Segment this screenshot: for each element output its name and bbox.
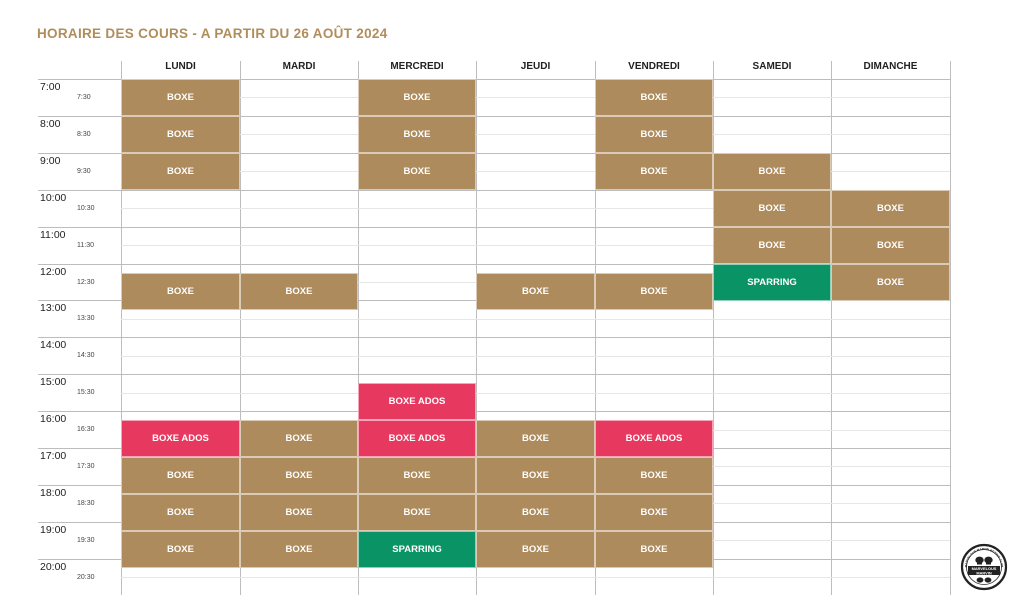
hour-label: 13:00 — [40, 302, 67, 314]
class-block-boxe[interactable]: BOXE — [713, 153, 831, 190]
class-block-ados[interactable]: BOXE ADOS — [121, 420, 240, 457]
hour-label: 9:00 — [40, 155, 61, 167]
day-header: SAMEDI — [752, 61, 792, 72]
class-block-boxe[interactable]: BOXE — [121, 153, 240, 190]
day-header: MERCREDI — [390, 61, 444, 72]
class-block-boxe[interactable]: BOXE — [595, 457, 713, 494]
half-hour-label: 11:30 — [77, 242, 94, 249]
svg-text:MARVELOUS: MARVELOUS — [971, 566, 997, 572]
class-block-boxe[interactable]: BOXE — [713, 227, 831, 264]
class-block-boxe[interactable]: BOXE — [595, 273, 713, 310]
hour-label: 8:00 — [40, 118, 61, 130]
hour-label: 10:00 — [40, 192, 67, 204]
class-block-ados[interactable]: BOXE ADOS — [595, 420, 713, 457]
hour-label: 20:00 — [40, 561, 67, 573]
class-block-boxe[interactable]: BOXE — [121, 531, 240, 568]
hour-label: 14:00 — [40, 339, 67, 351]
class-block-boxe[interactable]: BOXE — [831, 190, 950, 227]
class-block-boxe[interactable]: BOXE — [476, 420, 595, 457]
class-block-boxe[interactable]: BOXE — [121, 273, 240, 310]
class-block-boxe[interactable]: BOXE — [240, 273, 358, 310]
day-header: MARDI — [282, 61, 316, 72]
class-block-boxe[interactable]: BOXE — [595, 116, 713, 153]
class-block-boxe[interactable]: BOXE — [595, 153, 713, 190]
day-header: JEUDI — [520, 61, 551, 72]
column-divider — [713, 61, 714, 595]
class-block-sparring[interactable]: SPARRING — [713, 264, 831, 301]
half-hour-label: 20:30 — [77, 574, 95, 581]
class-block-boxe[interactable]: BOXE — [240, 531, 358, 568]
day-header: LUNDI — [165, 61, 196, 72]
half-hour-label: 17:30 — [77, 463, 95, 470]
class-block-boxe[interactable]: BOXE — [358, 457, 476, 494]
day-header: DIMANCHE — [863, 61, 918, 72]
class-block-boxe[interactable]: BOXE — [476, 273, 595, 310]
half-hour-line — [121, 577, 950, 578]
class-block-boxe[interactable]: BOXE — [121, 457, 240, 494]
hour-label: 17:00 — [40, 450, 67, 462]
half-hour-label: 12:30 — [77, 279, 95, 286]
hour-line — [38, 374, 950, 375]
page-title: HORAIRE DES COURS - A PARTIR DU 26 AOÛT 2024 — [37, 26, 388, 41]
hour-label: 11:00 — [40, 229, 66, 241]
class-block-boxe[interactable]: BOXE — [121, 494, 240, 531]
class-block-ados[interactable]: BOXE ADOS — [358, 420, 476, 457]
svg-text:MARVIN: MARVIN — [976, 570, 992, 576]
column-divider — [831, 61, 832, 595]
class-block-boxe[interactable]: BOXE — [358, 494, 476, 531]
class-block-boxe[interactable]: BOXE — [595, 79, 713, 116]
class-block-boxe[interactable]: BOXE — [713, 190, 831, 227]
day-header: VENDREDI — [628, 61, 680, 72]
half-hour-label: 9:30 — [77, 168, 91, 175]
hour-line — [38, 411, 950, 412]
class-block-boxe[interactable]: BOXE — [831, 264, 950, 301]
class-block-boxe[interactable]: BOXE — [358, 79, 476, 116]
half-hour-line — [121, 134, 950, 135]
half-hour-line — [121, 97, 950, 98]
column-divider — [950, 61, 951, 595]
class-block-boxe[interactable]: BOXE — [476, 457, 595, 494]
half-hour-label: 10:30 — [77, 205, 95, 212]
class-block-boxe[interactable]: BOXE — [358, 116, 476, 153]
class-block-boxe[interactable]: BOXE — [121, 79, 240, 116]
hour-label: 7:00 — [40, 81, 61, 93]
half-hour-line — [121, 319, 950, 320]
class-block-boxe[interactable]: BOXE — [476, 531, 595, 568]
class-block-boxe[interactable]: BOXE — [358, 153, 476, 190]
hour-label: 12:00 — [40, 266, 67, 278]
class-block-boxe[interactable]: BOXE — [831, 227, 950, 264]
class-block-sparring[interactable]: SPARRING — [358, 531, 476, 568]
class-block-boxe[interactable]: BOXE — [121, 116, 240, 153]
class-block-ados[interactable]: BOXE ADOS — [358, 383, 476, 420]
half-hour-label: 7:30 — [77, 94, 91, 101]
marvelous-marvin-logo — [959, 538, 1009, 596]
half-hour-label: 19:30 — [77, 537, 95, 544]
class-block-boxe[interactable]: BOXE — [240, 420, 358, 457]
half-hour-label: 15:30 — [77, 389, 95, 396]
half-hour-label: 13:30 — [77, 315, 95, 322]
class-block-boxe[interactable]: BOXE — [595, 531, 713, 568]
half-hour-line — [121, 356, 950, 357]
half-hour-label: 16:30 — [77, 426, 95, 433]
half-hour-label: 18:30 — [77, 500, 95, 507]
class-block-boxe[interactable]: BOXE — [240, 494, 358, 531]
svg-text:MARVELOUS MARVIN BOXING CLUB: MARVELOUS MARVIN BOXING CLUB — [963, 546, 1005, 568]
hour-label: 18:00 — [40, 487, 67, 499]
half-hour-label: 8:30 — [77, 131, 91, 138]
hour-label: 19:00 — [40, 524, 67, 536]
class-block-boxe[interactable]: BOXE — [476, 494, 595, 531]
hour-label: 16:00 — [40, 413, 67, 425]
hour-label: 15:00 — [40, 376, 67, 388]
half-hour-label: 14:30 — [77, 352, 95, 359]
half-hour-line — [121, 393, 950, 394]
hour-line — [38, 337, 950, 338]
class-block-boxe[interactable]: BOXE — [595, 494, 713, 531]
class-block-boxe[interactable]: BOXE — [240, 457, 358, 494]
